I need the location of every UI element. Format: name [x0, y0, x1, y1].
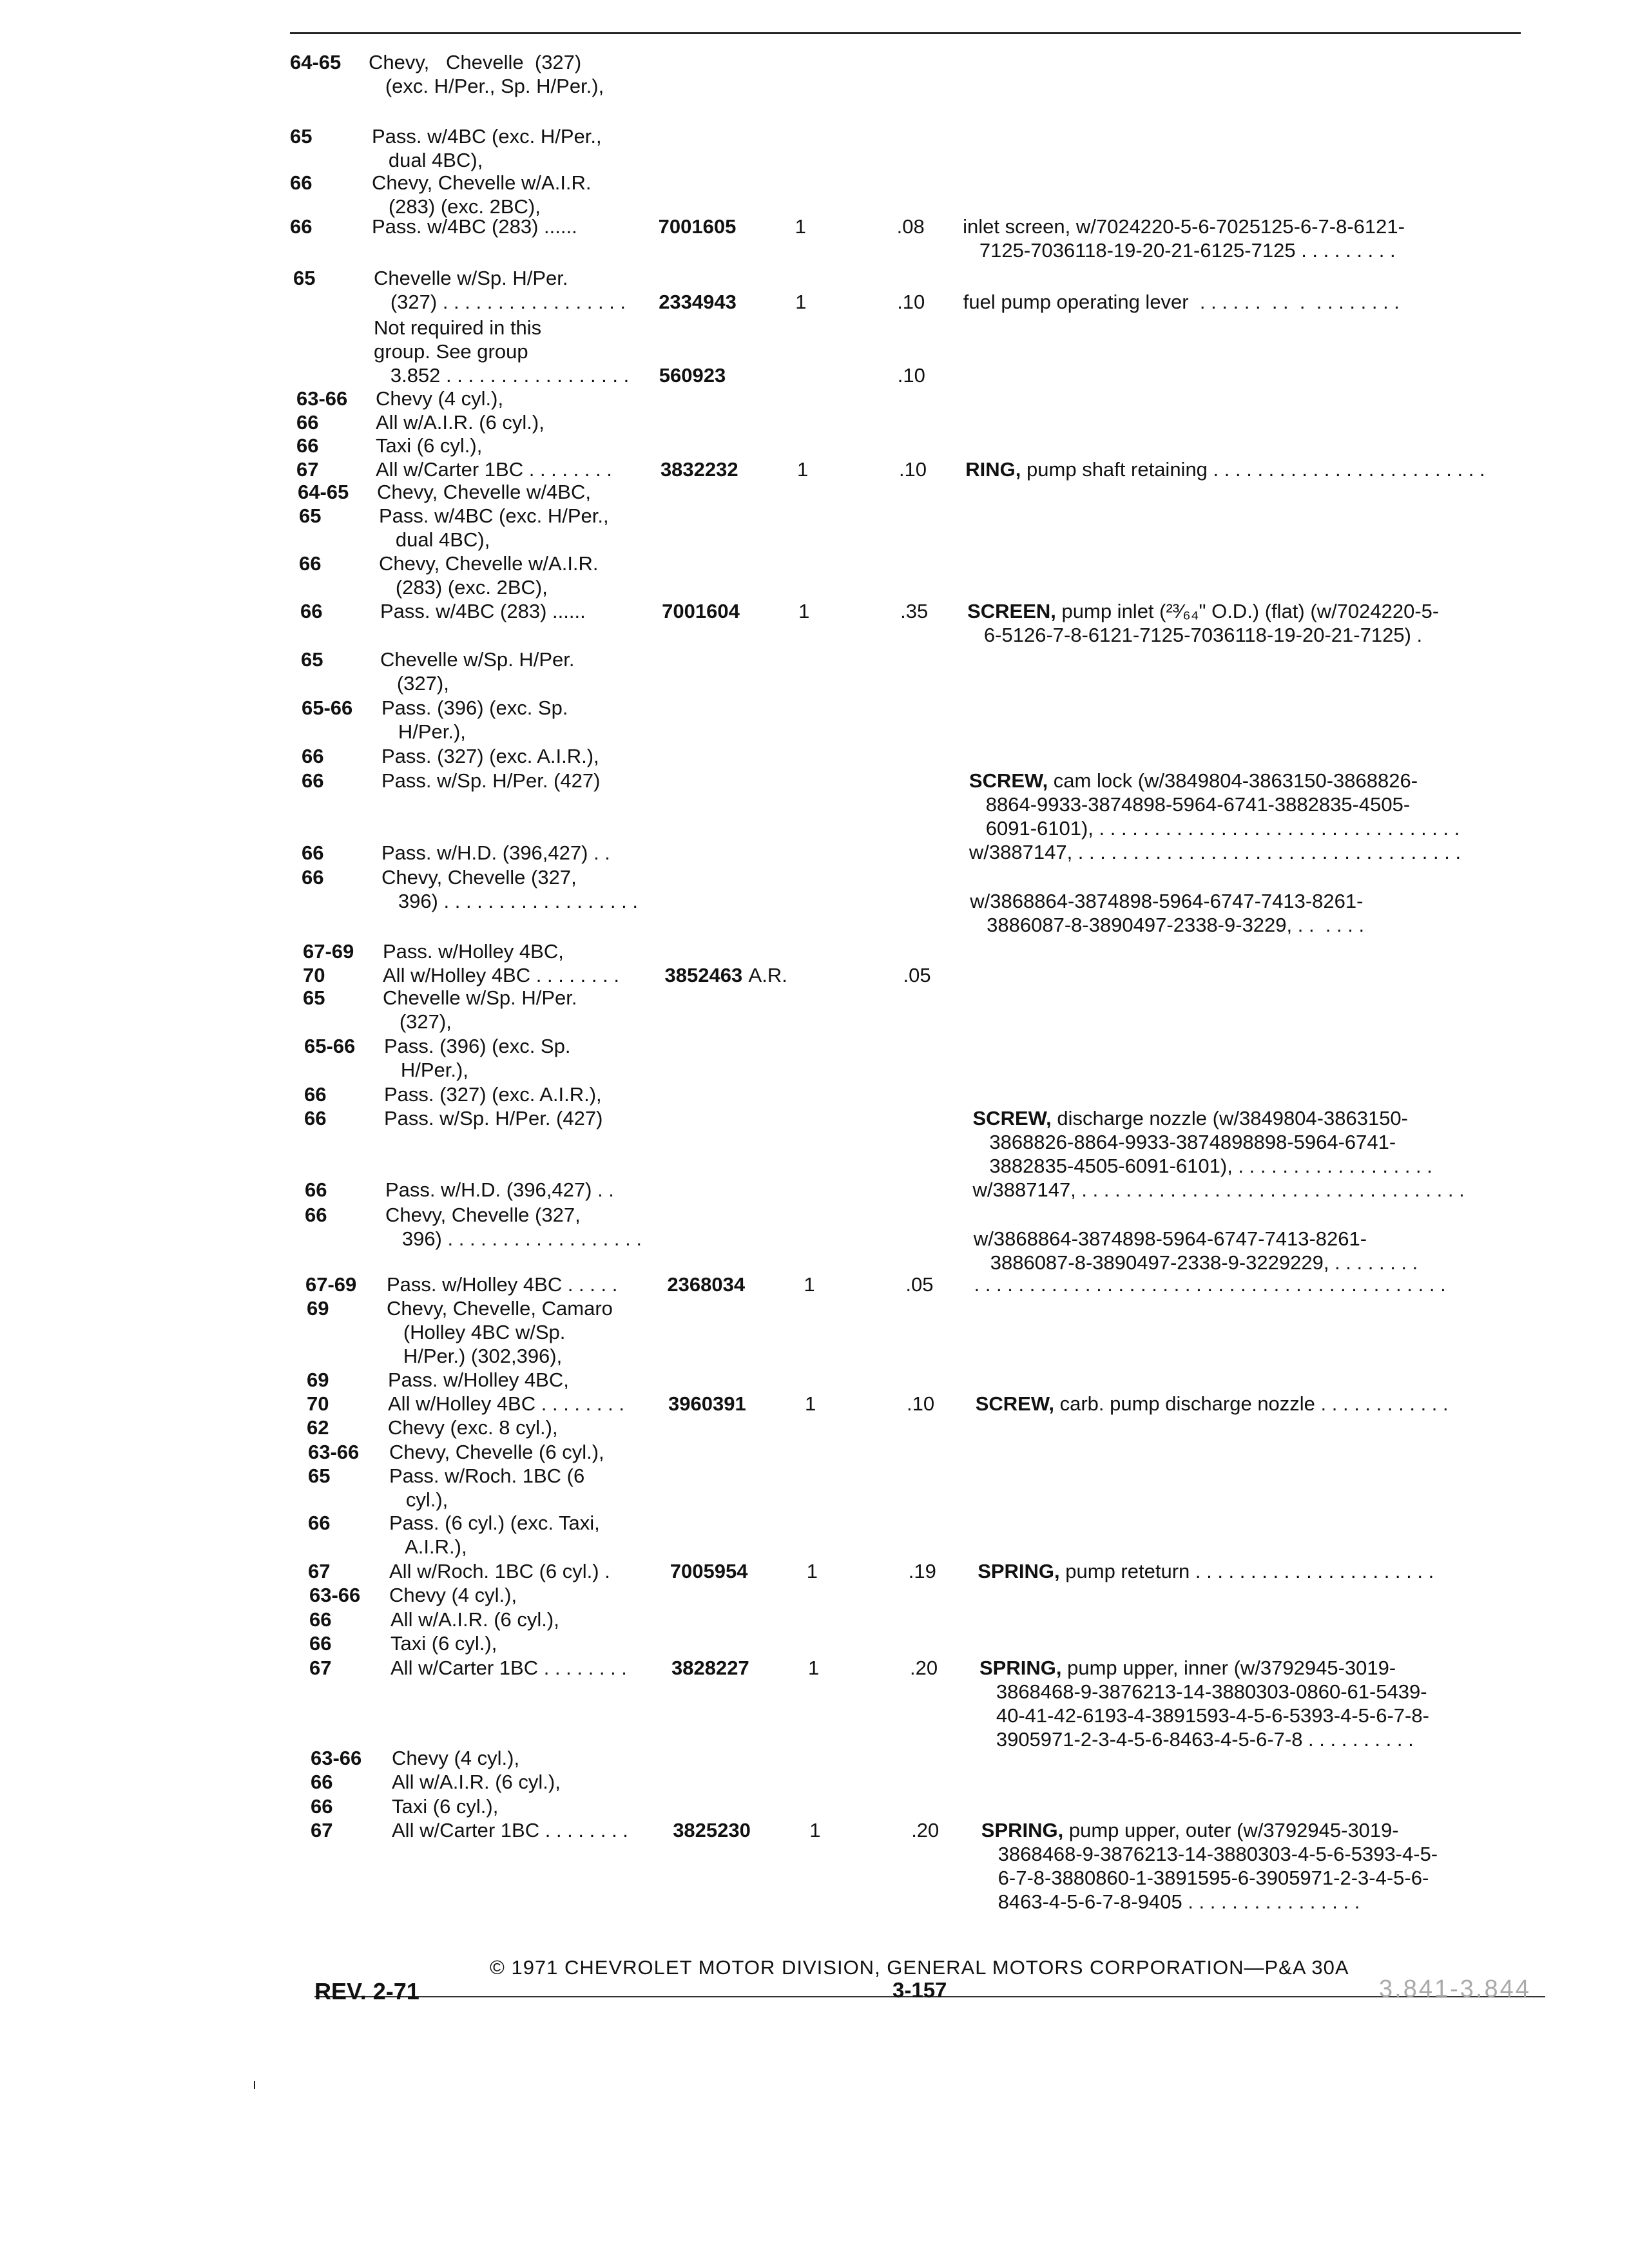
model-year: 63-66: [308, 1441, 360, 1463]
application: All w/Roch. 1BC (6 cyl.) .: [389, 1560, 610, 1582]
part-name: SCREEN,: [967, 600, 1056, 622]
application: Not required in this group. See group 3.852 . . . . . . . . . . . . . . . . .: [374, 316, 630, 387]
model-year: 66: [311, 1771, 333, 1793]
part-description-text: inlet screen, w/7024220-5-6-7025125-6-7-8-6121- 7125-7036118-19-20-21-6125-7125 . . . . . . . . .: [963, 215, 1405, 262]
model-year: 64-65: [290, 51, 342, 73]
model-year: 66: [296, 434, 319, 457]
part-description-text: cam lock (w/3849804-3863150-3868826- 8864-9933-3874898-5964-6741-3882835-4505- 6091-6101), . . . . . . . . . . . . . . . . . . . . . . . . . . . . . . . . . w/3887147, . . . . . . . . . . . . . . . . . . . . . . . . . . . . . . . . . . .: [969, 769, 1461, 863]
application: Pass. w/H.D. (396,427) . .: [381, 841, 610, 864]
model-year: 70: [307, 1392, 329, 1415]
price: .05: [903, 964, 931, 986]
application: All w/A.I.R. (6 cyl.),: [376, 411, 545, 434]
part-name: RING,: [965, 458, 1021, 481]
application: Pass. (327) (exc. A.I.R.),: [384, 1083, 602, 1106]
application: Pass. w/4BC (283) ......: [380, 600, 586, 622]
part-description: [963, 290, 1400, 314]
quantity: 1: [795, 291, 807, 313]
quantity: 1: [798, 600, 810, 622]
part-number: 3852463: [664, 964, 743, 986]
model-year: 63-66: [309, 1584, 361, 1606]
application: All w/Carter 1BC . . . . . . . .: [376, 458, 612, 481]
part-description-text: pump inlet (²³⁄₆₄" O.D.) (flat) (w/7024220-5- 6-5126-7-8-6121-7125-7036118-19-20-21-7125) .: [983, 600, 1440, 646]
price: .20: [911, 1819, 940, 1841]
model-year: 70: [303, 964, 325, 986]
quantity: 1: [809, 1819, 821, 1841]
part-description: [973, 1106, 1465, 1202]
part-description-text: pump shaft retaining . . . . . . . . . . . . . . . . . . . . . . . . .: [1021, 458, 1485, 481]
price: .10: [907, 1392, 935, 1415]
quantity: 1: [795, 215, 806, 238]
part-number: 3828227: [671, 1657, 749, 1679]
application: Pass. (327) (exc. A.I.R.),: [381, 745, 599, 767]
application: Pass. w/4BC (exc. H/Per., dual 4BC),: [372, 125, 602, 171]
model-year: 67: [311, 1819, 333, 1841]
quantity: A.R.: [748, 964, 787, 986]
model-year: 66: [302, 841, 324, 864]
part-number: 560923: [659, 364, 726, 387]
part-description: [974, 1273, 1446, 1296]
part-description: [967, 599, 1439, 647]
application: All w/A.I.R. (6 cyl.),: [392, 1771, 561, 1793]
application: All w/A.I.R. (6 cyl.),: [390, 1608, 559, 1631]
model-year: 66: [309, 1608, 332, 1631]
part-name: SPRING,: [979, 1657, 1062, 1679]
application: Chevy (4 cyl.),: [389, 1584, 517, 1606]
model-year: 67-69: [305, 1273, 357, 1296]
part-description-text: w/3868864-3874898-5964-6747-7413-8261- 3886087-8-3890497-2338-9-3229229, . . . . . . . .: [973, 1227, 1418, 1274]
part-description: [963, 215, 1405, 262]
part-name: SPRING,: [981, 1819, 1064, 1841]
price: .10: [898, 458, 927, 481]
application: Chevy, Chevelle (327, 396) . . . . . . . . . . . . . . . . . .: [385, 1204, 642, 1250]
quantity: 1: [808, 1657, 820, 1679]
part-number: 7001604: [662, 600, 740, 622]
model-year: 65: [303, 986, 325, 1009]
part-description: [974, 1227, 1418, 1274]
application: All w/Holley 4BC . . . . . . . .: [383, 964, 619, 986]
application: Chevy (exc. 8 cyl.),: [388, 1416, 558, 1439]
part-number: 2368034: [667, 1273, 746, 1296]
model-year: 65: [299, 505, 322, 527]
application: Taxi (6 cyl.),: [376, 434, 483, 457]
price: .05: [905, 1273, 934, 1296]
part-description-text: pump upper, outer (w/3792945-3019- 3868468-9-3876213-14-3880303-4-5-6-5393-4-5- 6-7-8-3880860-1-3891595-6-3905971-2-3-4-5-6- 8463-4-5-6-7-8-9405 . . . . . . . . . . . . . . . .: [998, 1819, 1438, 1913]
application: All w/Carter 1BC . . . . . . . .: [390, 1657, 627, 1679]
model-year: 66: [304, 1107, 327, 1129]
part-description-text: carb. pump discharge nozzle . . . . . . . . . . . .: [1054, 1392, 1449, 1415]
part-number: 2334943: [659, 291, 737, 313]
page-number: 3-157: [892, 1978, 947, 2002]
model-year: 66: [302, 769, 324, 792]
application: Pass. w/Holley 4BC . . . . .: [387, 1273, 618, 1296]
model-year: 65-66: [304, 1035, 356, 1057]
application: Chevy, Chevelle w/A.I.R. (283) (exc. 2BC),: [379, 552, 599, 599]
model-year: 65: [301, 648, 323, 671]
application: Chevy, Chevelle w/A.I.R. (283) (exc. 2BC),: [372, 171, 592, 218]
model-year: 66: [302, 866, 324, 889]
part-description: [978, 1559, 1434, 1583]
application: Pass. w/4BC (283) ......: [372, 215, 577, 238]
quantity: 1: [796, 458, 809, 481]
model-year: 66: [299, 552, 322, 575]
part-description-text: discharge nozzle (w/3849804-3863150- 3868826-8864-9933-3874898898-5964-6741- 3882835-4505-6091-6101), . . . . . . . . . . . . . . . . . . w/3887147, . . . . . . . . . . . . . . . . . . . . . . . . . . . . . . . . . . .: [972, 1107, 1465, 1201]
model-year: 66: [302, 745, 324, 767]
quantity: 1: [805, 1392, 816, 1415]
model-year: 67: [309, 1657, 332, 1679]
model-year: 66: [308, 1512, 331, 1534]
model-year: 69: [307, 1297, 329, 1320]
model-year: 66: [290, 215, 313, 238]
part-number: 3832232: [660, 458, 738, 481]
model-year: 62: [307, 1416, 329, 1439]
price: .10: [897, 291, 925, 313]
application: Chevelle w/Sp. H/Per. (327) . . . . . . . . . . . . . . . . .: [374, 267, 626, 313]
part-number: 3960391: [668, 1392, 746, 1415]
application: Chevy, Chevelle (327, 396) . . . . . . . . . . . . . . . . . .: [381, 866, 638, 912]
part-description-text: pump upper, inner (w/3792945-3019- 3868468-9-3876213-14-3880303-0860-61-5439- 40-41-42-6193-4-3891593-4-5-6-5393-4-5-6-7-8- 3905971-2-3-4-5-6-8463-4-5-6-7-8 . . . . . . . . . .: [996, 1657, 1429, 1751]
part-description-text: fuel pump operating lever . . . . . . . . . . . . . . . . .: [963, 291, 1400, 313]
application: Chevy, Chevelle (6 cyl.),: [389, 1441, 604, 1463]
part-description-text: . . . . . . . . . . . . . . . . . . . . . . . . . . . . . . . . . . . . . . . . . . .: [974, 1273, 1446, 1296]
quantity: 1: [804, 1273, 815, 1296]
application: Pass. w/Holley 4BC,: [388, 1369, 569, 1391]
part-description: [969, 769, 1461, 864]
part-name: SCREW,: [972, 1107, 1052, 1129]
application: Taxi (6 cyl.),: [392, 1795, 499, 1818]
part-description-text: pump reteturn . . . . . . . . . . . . . . . . . . . . . .: [1059, 1560, 1434, 1582]
part-description: [981, 1818, 1438, 1914]
part-number: 7005954: [670, 1560, 748, 1582]
application: Chevy, Chevelle (327) (exc. H/Per., Sp. H/Per.),: [369, 51, 604, 97]
application: Chevelle w/Sp. H/Per. (327),: [380, 648, 575, 695]
copyright-notice: © 1971 CHEVROLET MOTOR DIVISION, GENERAL MOTORS CORPORATION—P&A 30A: [490, 1956, 1349, 1979]
application: Taxi (6 cyl.),: [390, 1632, 497, 1655]
application: Pass. w/Roch. 1BC (6 cyl.),: [389, 1465, 585, 1511]
part-description: [979, 1656, 1429, 1751]
model-year: 65: [293, 267, 316, 289]
model-year: 66: [300, 600, 323, 622]
model-year: 66: [296, 411, 319, 434]
application: Pass. w/H.D. (396,427) . .: [385, 1178, 614, 1201]
application: Pass. w/Holley 4BC,: [383, 940, 564, 963]
price: .08: [896, 215, 925, 238]
application: Chevy, Chevelle w/4BC,: [377, 481, 591, 503]
part-description: [970, 889, 1364, 937]
application: All w/Carter 1BC . . . . . . . .: [392, 1819, 628, 1841]
part-number: 7001605: [658, 215, 737, 238]
model-year: 66: [305, 1204, 327, 1226]
application: Pass. (396) (exc. Sp. H/Per.),: [384, 1035, 571, 1081]
part-number: 3825230: [673, 1819, 751, 1841]
part-description: [965, 457, 1485, 481]
part-description: [976, 1392, 1449, 1416]
price: .10: [897, 364, 925, 387]
application: Pass. (396) (exc. Sp. H/Per.),: [381, 697, 568, 743]
application: Pass. w/Sp. H/Per. (427): [381, 769, 601, 792]
part-name: SCREW,: [975, 1392, 1054, 1415]
part-name: SPRING,: [978, 1560, 1060, 1582]
application: Chevy, Chevelle, Camaro (Holley 4BC w/Sp. H/Per.) (302,396),: [387, 1297, 613, 1367]
application: Pass. (6 cyl.) (exc. Taxi, A.I.R.),: [389, 1512, 600, 1558]
model-year: 63-66: [311, 1747, 362, 1769]
part-description-text: w/3868864-3874898-5964-6747-7413-8261- 3886087-8-3890497-2338-9-3229, . . . . . .: [970, 890, 1365, 936]
model-year: 65: [308, 1465, 331, 1487]
price: .19: [908, 1560, 936, 1582]
model-year: 67-69: [303, 940, 354, 963]
model-year: 66: [290, 171, 313, 194]
model-year: 67: [296, 458, 319, 481]
application: All w/Holley 4BC . . . . . . . .: [388, 1392, 624, 1415]
application: Pass. w/4BC (exc. H/Per., dual 4BC),: [379, 505, 609, 551]
model-year: 66: [309, 1632, 332, 1655]
model-year: 66: [304, 1083, 327, 1106]
application: Chevy (4 cyl.),: [376, 387, 504, 410]
model-year: 67: [308, 1560, 331, 1582]
stray-mark: ı: [253, 2076, 257, 2092]
model-year: 65-66: [302, 697, 353, 719]
model-year: 69: [307, 1369, 329, 1391]
group-number: 3.841-3.844: [1379, 1975, 1531, 2003]
model-year: 64-65: [298, 481, 349, 503]
model-year: 66: [305, 1178, 327, 1201]
revision-label: REV. 2-71: [314, 1978, 419, 2004]
quantity: 1: [806, 1560, 818, 1582]
application: Chevelle w/Sp. H/Per. (327),: [383, 986, 577, 1033]
price: .20: [910, 1657, 938, 1679]
application: Chevy (4 cyl.),: [392, 1747, 520, 1769]
model-year: 63-66: [296, 387, 348, 410]
part-name: SCREW,: [969, 769, 1048, 792]
application: Pass. w/Sp. H/Per. (427): [384, 1107, 603, 1129]
price: .35: [900, 600, 929, 622]
model-year: 66: [311, 1795, 333, 1818]
model-year: 65: [290, 125, 313, 148]
